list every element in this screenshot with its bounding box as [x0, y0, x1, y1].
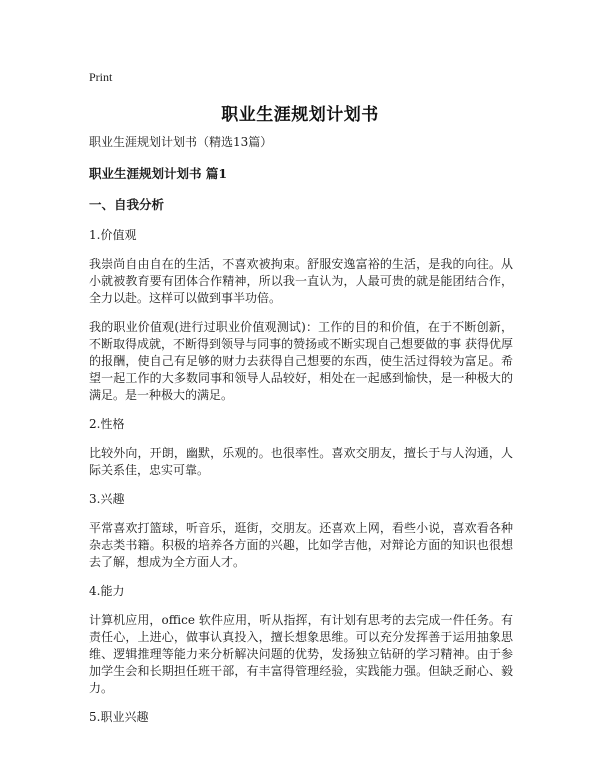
paragraph: 计算机应用，office 软件应用，听从指挥，有计划有思考的去完成一件任务。有责任心，上进心，做事认真投入，擅长想象思维。可以充分发挥善于运用抽象思维、逻辑推理等能力来分析解决问题的优势，发扬独立钻研的学习精神。由于参加学生会和长期担任班干部，有丰富得管理经验，实践能力强。但缺乏耐心、毅力。: [89, 613, 513, 695]
item-interests: [89, 491, 513, 571]
item-personality: [89, 416, 513, 479]
item-values: [89, 227, 513, 404]
item-abilities: [89, 583, 513, 697]
print-link[interactable]: Print: [89, 70, 113, 84]
paragraph: 比较外向，开朗，幽默，乐观的。也很率性。喜欢交朋友，擅长于与人沟通，人际关系佳，忠实可靠。: [89, 446, 513, 477]
item-title: 2.性格: [89, 417, 125, 431]
item-title: 3.兴趣: [89, 492, 125, 506]
document-subtitle: 职业生涯规划计划书（精选13篇）: [89, 135, 273, 149]
part-heading: 一、自我分析: [89, 197, 165, 212]
document-title: 职业生涯规划计划书: [221, 105, 379, 125]
paragraph: 我的职业价值观(进行过职业价值观测试)：工作的目的和价值，在于不断创新，不断取得成就，不断得到领导与同事的赞扬或不断实现自己想要做的事 获得优厚的报酬，使自己有足够的财力去获得自己想要的东西，使生活过得较为富足。希望一起工作的大多数同事和领导人品较好，相处在一起感到愉快，是一种极大的满足。是一种极大的满足。: [89, 320, 513, 402]
item-title: 1.价值观: [89, 228, 137, 242]
item-title: 5.职业兴趣: [89, 710, 149, 724]
paragraph: 平常喜欢打篮球，听音乐，逛街，交朋友。还喜欢上网，看些小说，喜欢看各种杂志类书籍。积极的培养各方面的兴趣，比如学吉他，对辩论方面的知识也很想去了解，想成为全方面人才。: [89, 521, 513, 569]
item-career-interest: [89, 709, 513, 726]
paragraph: 我崇尚自由自在的生活，不喜欢被拘束。舒服安逸富裕的生活，是我的向往。从小就被教育要有团体合作精神，所以我一直认为，人最可贵的就是能团结合作，全力以赴。这样可以做到事半功倍。: [89, 257, 513, 305]
document-body: [89, 134, 513, 738]
item-title: 4.能力: [89, 584, 125, 598]
section-heading: 职业生涯规划计划书 篇1: [89, 166, 228, 181]
